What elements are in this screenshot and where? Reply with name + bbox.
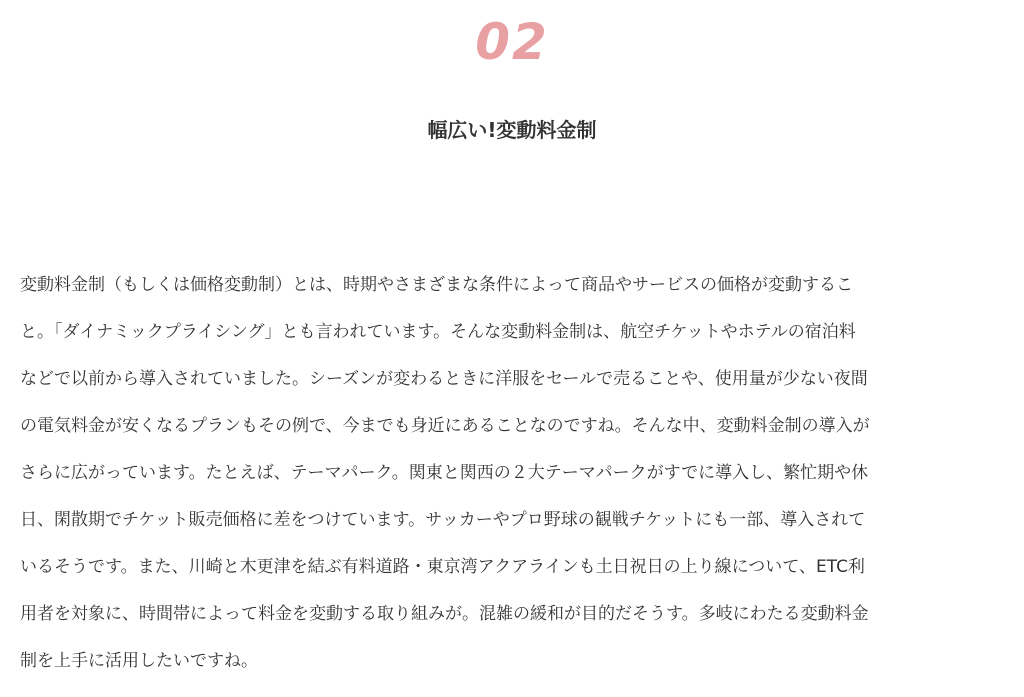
body-paragraph <box>20 262 982 685</box>
paragraph-line: と。「ダイナミックプライシング」とも言われています。そんな変動料金制は、航空チケットやホテルの宿泊料 <box>20 322 856 342</box>
paragraph-line: などで以前から導入されていました。シーズンが変わるときに洋服をセールで売ることや、使用量が少ない夜間 <box>20 369 868 389</box>
section-heading: 幅広い!変動料金制 <box>427 118 597 142</box>
paragraph-line: いるそうです。また、川崎と木更津を結ぶ有料道路・東京湾アクアラインも土日祝日の上り線について、ETC利 <box>20 557 865 577</box>
paragraph-line: 変動料金制（もしくは価格変動制）とは、時期やさまざまな条件によって商品やサービスの価格が変動するこ <box>20 275 853 295</box>
section-number: 02 <box>475 13 549 71</box>
paragraph-line: 用者を対象に、時間帯によって料金を変動する取り組みが。混雑の緩和が目的だそうす。多岐にわたる変動料金 <box>20 604 869 624</box>
paragraph-line: 制を上手に活用したいですね。 <box>20 651 258 671</box>
paragraph-line: の電気料金が安くなるプランもその例で、今までも身近にあることなのですね。そんな中、変動料金制の導入が <box>20 416 870 436</box>
paragraph-line: 日、閑散期でチケット販売価格に差をつけています。サッカーやプロ野球の観戦チケットにも一部、導入されて <box>20 510 866 530</box>
paragraph-line: さらに広がっています。たとえば、テーマパーク。関東と関西の２大テーマパークがすでに導入し、繁忙期や休 <box>20 463 869 483</box>
